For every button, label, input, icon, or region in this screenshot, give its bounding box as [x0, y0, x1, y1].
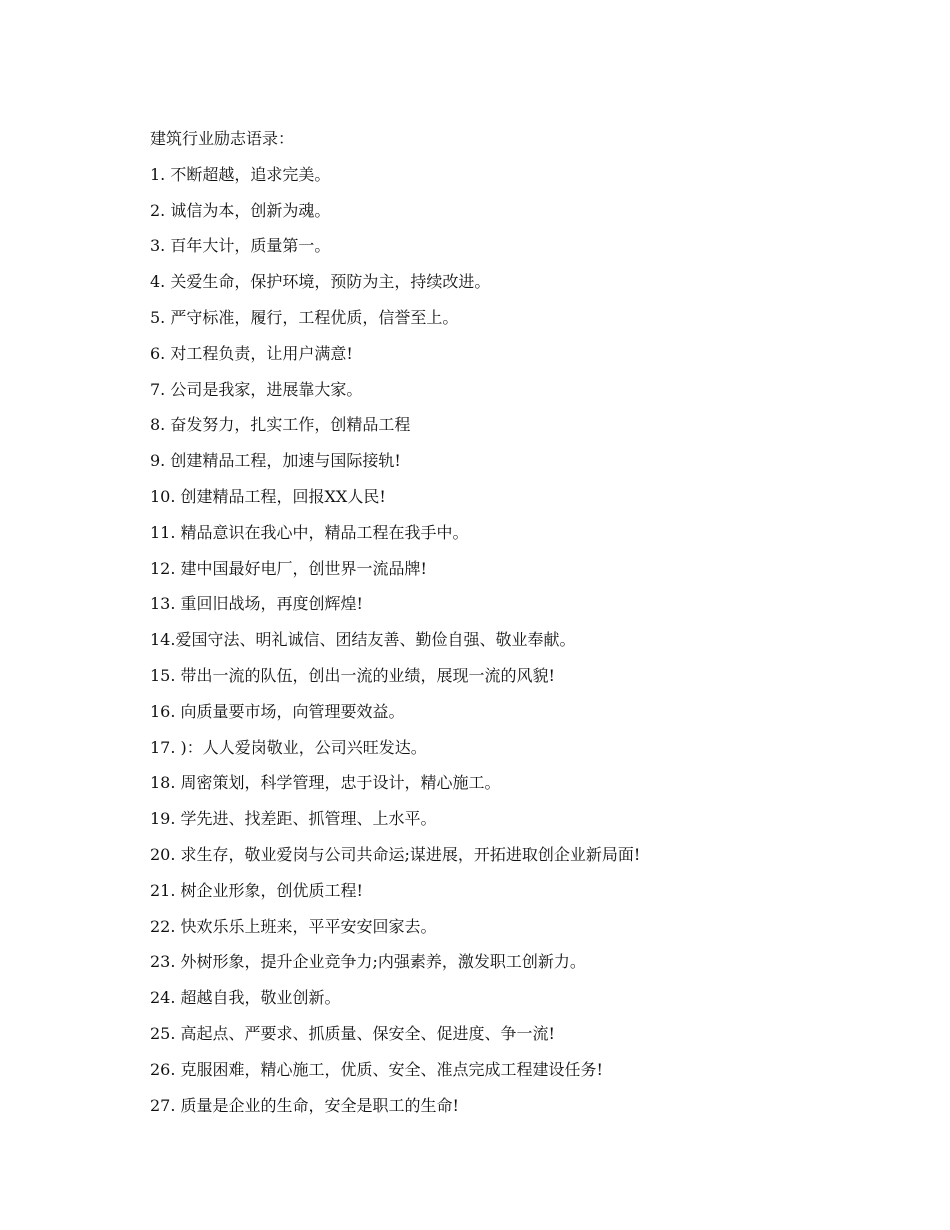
list-item: 19. 学先进、找差距、抓管理、上水平。 [150, 809, 437, 829]
list-item: 15. 带出一流的队伍，创出一流的业绩，展现一流的风貌! [150, 665, 555, 685]
list-item: 26. 克服困难，精心施工，优质、安全、准点完成工程建设任务! [150, 1059, 603, 1079]
list-item: 21. 树企业形象，创优质工程! [150, 880, 363, 900]
list-item: 13. 重回旧战场，再度创辉煌! [150, 594, 363, 614]
list-item: 8. 奋发努力，扎实工作，创精品工程 [150, 415, 411, 435]
list-item: 1. 不断超越，追求完美。 [150, 164, 331, 184]
list-item: 16. 向质量要市场，向管理要效益。 [150, 701, 405, 721]
list-item: 18. 周密策划，科学管理，忠于设计，精心施工。 [150, 773, 501, 793]
list-item: 20. 求生存，敬业爱岗与公司共命运;谋进展，开拓进取创企业新局面! [150, 844, 641, 864]
document-heading: 建筑行业励志语录： [150, 129, 295, 148]
list-item: 22. 快欢乐乐上班来，平平安安回家去。 [150, 916, 437, 936]
list-item: 9. 创建精品工程，加速与国际接轨! [150, 451, 401, 471]
list-item: 10. 创建精品工程，回报XX人民! [150, 486, 386, 506]
list-item: 25. 高起点、严要求、抓质量、保安全、促进度、争一流! [150, 1023, 555, 1043]
list-item: 12. 建中国最好电厂，创世界一流品牌! [150, 558, 427, 578]
list-item: 23. 外树形象，提升企业竞争力;内强素养，激发职工创新力。 [150, 952, 586, 972]
list-item: 3. 百年大计，质量第一。 [150, 236, 331, 256]
list-item: 11. 精品意识在我心中，精品工程在我手中。 [150, 522, 469, 542]
list-item: 27. 质量是企业的生命，安全是职工的生命! [150, 1095, 459, 1115]
list-item: 7. 公司是我家，进展靠大家。 [150, 379, 363, 399]
list-item: 6. 对工程负责，让用户满意! [150, 343, 353, 363]
list-item: 17. )：人人爱岗敬业，公司兴旺发达。 [150, 737, 427, 757]
list-item: 5. 严守标准，履行，工程优质，信誉至上。 [150, 307, 459, 327]
list-item: 14.爱国守法、明礼诚信、团结友善、勤俭自强、敬业奉献。 [150, 630, 576, 650]
list-item: 24. 超越自我，敬业创新。 [150, 988, 341, 1008]
list-item: 2. 诚信为本，创新为魂。 [150, 200, 331, 220]
list-item: 4. 关爱生命，保护环境，预防为主，持续改进。 [150, 272, 491, 292]
document-body [150, 121, 850, 1123]
